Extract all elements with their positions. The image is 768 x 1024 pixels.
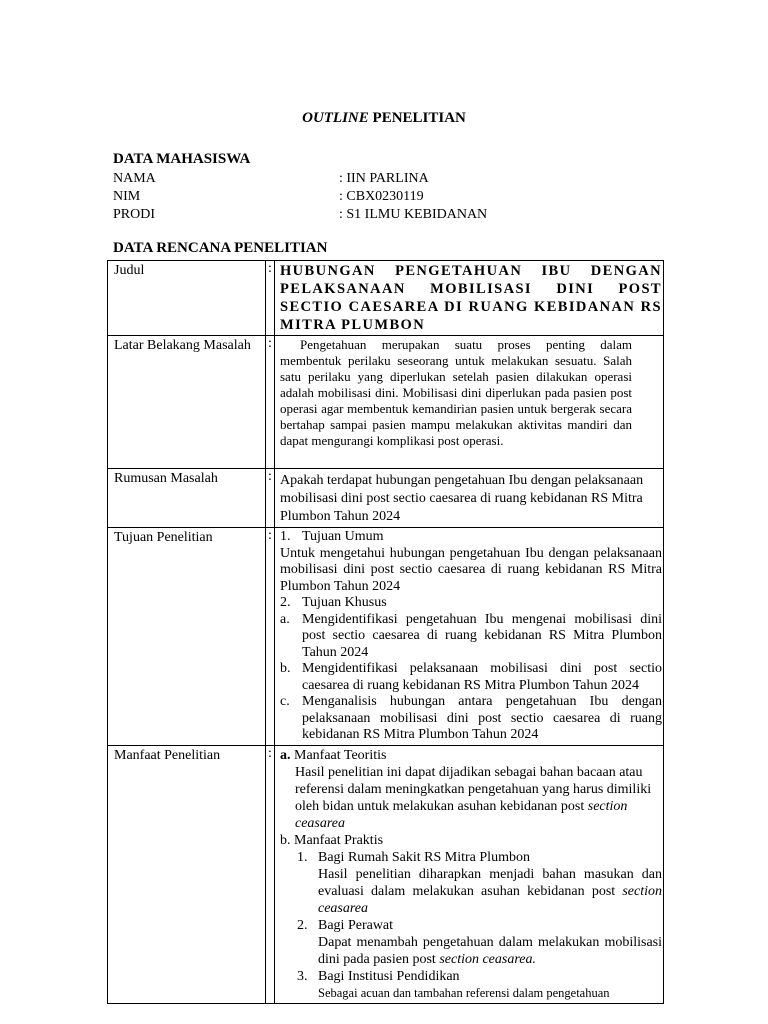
value-cell bbox=[275, 336, 664, 469]
info-label: PRODI bbox=[113, 207, 156, 222]
value-cell bbox=[275, 528, 664, 746]
italic-term: section ceasarea. bbox=[439, 951, 536, 967]
label-cell: Manfaat Penelitian bbox=[108, 745, 266, 1003]
manfaat-teoritis-heading bbox=[280, 747, 662, 764]
list-item-title bbox=[297, 917, 662, 934]
list-mark: b. bbox=[280, 661, 291, 676]
list-item bbox=[280, 968, 662, 1002]
title-rest: PENELITIAN bbox=[368, 110, 466, 126]
colon-cell: : bbox=[266, 261, 275, 336]
list-title: Tujuan Khusus bbox=[302, 595, 387, 610]
label-cell: Rumusan Masalah bbox=[108, 469, 266, 528]
info-label: NIM bbox=[113, 189, 141, 204]
colon-cell: : bbox=[266, 528, 275, 746]
list-item-text: Mengidentifikasi pengetahuan Ibu mengenai mobilisasi dini post sectio caesarea di ruang kebidanan RS Mitra Plumbon Tahun 2024 bbox=[302, 611, 662, 660]
list-item bbox=[280, 849, 662, 917]
list-number: 1. bbox=[297, 849, 308, 865]
list-title: Manfaat Teoritis bbox=[290, 747, 387, 763]
list-mark: a. bbox=[280, 747, 291, 763]
rumusan-text: Apakah terdapat hubungan pengetahuan Ibu dengan pelaksanaan mobilisasi dini post sectio caesarea di ruang kebidanan RS Mitra Plumbon Tahun 2024 bbox=[280, 473, 644, 524]
list-item-text: Mengidentifikasi pelaksanaan mobilisasi dini post sectio caesarea di ruang kebidanan RS Mitra Plumbon Tahun 2024 bbox=[302, 661, 662, 693]
info-row-prodi bbox=[113, 206, 487, 224]
value-cell bbox=[275, 745, 664, 1003]
paragraph-text: Dapat menambah pengetahuan dalam melakukan mobilisasi dini pada pasien post bbox=[318, 934, 662, 967]
list-item bbox=[280, 612, 662, 662]
paragraph-text: Hasil penelitian diharapkan menjadi bahan masukan dan evaluasi dalam melakukan asuhan kebidanan post bbox=[318, 866, 662, 899]
value-cell bbox=[275, 469, 664, 528]
manfaat-teoritis-text bbox=[280, 764, 662, 832]
list-item-title bbox=[297, 849, 662, 866]
tujuan-umum-heading bbox=[280, 529, 662, 546]
row-latar bbox=[108, 336, 664, 469]
list-title: Bagi Rumah Sakit RS Mitra Plumbon bbox=[318, 849, 530, 865]
list-number: 2. bbox=[297, 917, 308, 933]
italic-term: section ceasarea bbox=[318, 883, 662, 916]
paragraph-text: Hasil penelitian ini dapat dijadikan sebagai bahan bacaan atau referensi dalam meningkatkan pengetahuan yang harus dimiliki oleh bidan untuk melakukan asuhan kebidanan post bbox=[295, 764, 652, 814]
list-item-text bbox=[318, 934, 662, 968]
list-item bbox=[280, 661, 662, 694]
list-title: Bagi Perawat bbox=[318, 917, 394, 933]
colon-cell: : bbox=[266, 469, 275, 528]
info-row-nama bbox=[113, 170, 429, 188]
title-italic: OUTLINE bbox=[302, 110, 369, 126]
tujuan-umum-text: Untuk mengetahui hubungan pengetahuan Ibu dengan pelaksanaan mobilisasi dini post sectio caesarea di ruang kebidanan RS Mitra Plumbon Tahun 2024 bbox=[280, 545, 662, 594]
page-title bbox=[0, 110, 768, 127]
row-rumusan bbox=[108, 469, 664, 528]
italic-term: section ceasarea bbox=[295, 798, 628, 831]
label-cell: Judul bbox=[108, 261, 266, 336]
list-number: 1. bbox=[280, 529, 291, 544]
list-mark: c. bbox=[280, 694, 290, 709]
list-number: 3. bbox=[297, 968, 308, 984]
judul-text: HUBUNGAN PENGETAHUAN IBU DENGAN PELAKSANAAN MOBILISASI DINI POST SECTIO CAESAREA DI RUANG KEBIDANAN RS MITRA PLUMBON bbox=[280, 263, 662, 333]
value-cell bbox=[275, 261, 664, 336]
list-item bbox=[280, 917, 662, 968]
info-label: NAMA bbox=[113, 171, 156, 186]
info-value: : S1 ILMU KEBIDANAN bbox=[339, 207, 488, 222]
info-value: : IIN PARLINA bbox=[339, 171, 429, 186]
row-tujuan bbox=[108, 528, 664, 746]
info-row-nim bbox=[113, 188, 424, 206]
list-title: Tujuan Umum bbox=[302, 529, 384, 544]
row-judul bbox=[108, 261, 664, 336]
label-cell: Latar Belakang Masalah bbox=[108, 336, 266, 469]
list-item-text bbox=[318, 866, 662, 917]
research-plan-table bbox=[107, 260, 664, 1004]
list-title: Bagi Institusi Pendidikan bbox=[318, 968, 460, 984]
list-mark: a. bbox=[280, 611, 290, 627]
list-item-text: Sebagai acuan dan tambahan referensi dalam pengetahuan bbox=[318, 985, 610, 1000]
student-heading: DATA MAHASISWA bbox=[113, 151, 251, 167]
plan-heading: DATA RENCANA PENELITIAN bbox=[113, 240, 328, 256]
colon-cell: : bbox=[266, 336, 275, 469]
info-value: : CBX0230119 bbox=[339, 189, 424, 204]
list-item-title bbox=[297, 968, 662, 985]
row-manfaat bbox=[108, 745, 664, 1003]
list-number: 2. bbox=[280, 595, 291, 610]
list-item-text: Menganalisis hubungan antara pengetahuan Ibu dengan pelaksanaan mobilisasi dini post sectio caesarea di ruang kebidanan RS Mitra Plumbon Tahun 2024 bbox=[302, 694, 662, 742]
list-item bbox=[280, 694, 662, 744]
colon-cell: : bbox=[266, 745, 275, 1003]
latar-text: Pengetahuan merupakan suatu proses penting dalam membentuk perilaku seseorang untuk melakukan sesuatu. Salah satu perilaku yang diperlukan setelah pasien dilakukan operasi adalah mobilisasi dini. Mobilisasi dini diperlukan pada pasien post operasi agar membentuk kemandirian pasien untuk bergerak secara bertahap sampai pasien mampu melakukan aktivitas mandiri dan dapat mengurangi komplikasi post operasi. bbox=[280, 337, 632, 448]
label-cell: Tujuan Penelitian bbox=[108, 528, 266, 746]
tujuan-khusus-heading bbox=[280, 595, 662, 612]
manfaat-praktis-heading: b. Manfaat Praktis bbox=[280, 832, 384, 848]
